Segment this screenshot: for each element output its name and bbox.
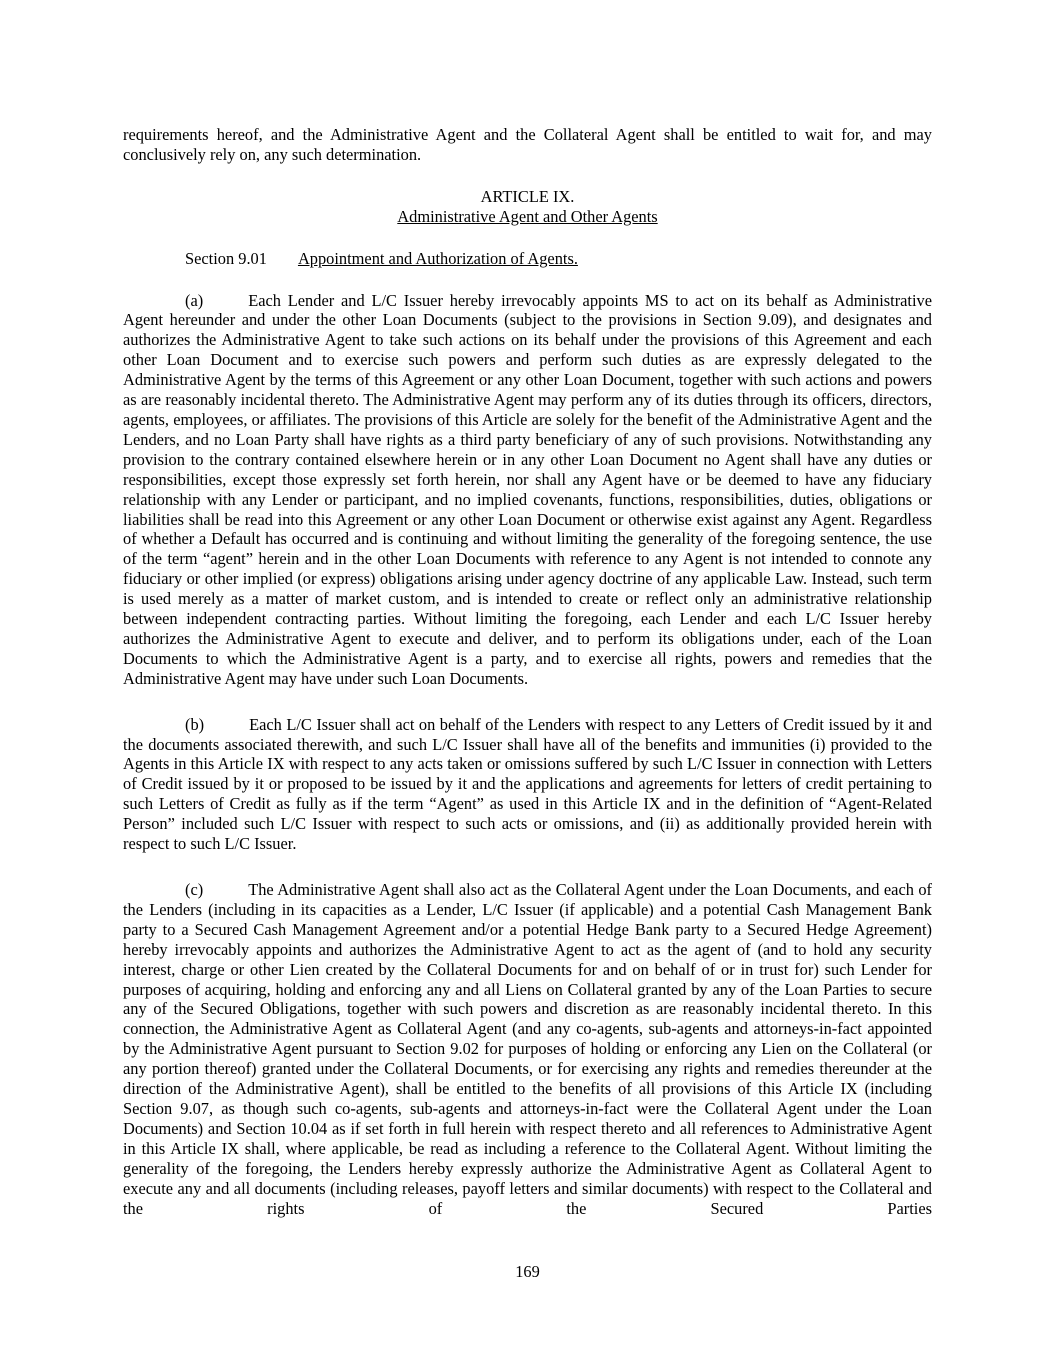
- paragraph-c-label: (c): [185, 880, 204, 899]
- document-content: [123, 125, 932, 1218]
- page-number: 169: [515, 1262, 540, 1281]
- paragraph-a: [123, 291, 932, 689]
- continuation-paragraph-text: requirements hereof, and the Administrative Agent and the Collateral Agent shall be entitled to wait for, and may conclusively rely on, any such determination.: [123, 125, 932, 164]
- continuation-paragraph: [123, 125, 932, 165]
- section-line: [123, 249, 932, 269]
- article-heading: ARTICLE IX.: [480, 186, 575, 206]
- paragraph-b-text: Each L/C Issuer shall act on behalf of the Lenders with respect to any Letters of Credit issued by it and the documents associated therewith, and such L/C Issuer shall have all of the benefits and immunities (i) provided to the Agents in this Article IX with respect to any acts taken or omissions suffered by such L/C Issuer in connection with Letters of Credit issued by it or proposed to be issued by it and the applications and agreements for letters of credit pertaining to such Letters of Credit as fully as if the term “Agent” as used in this Article IX and in the definition of “Agent-Related Person” included such L/C Issuer with respect to such acts or omissions, and (ii) as additionally provided herein with respect to such L/C Issuer.: [123, 714, 932, 854]
- paragraph-c: [123, 880, 932, 1218]
- article-subheading: Administrative Agent and Other Agents: [397, 206, 658, 226]
- paragraph-a-label: (a): [185, 290, 204, 310]
- paragraph-b: [123, 715, 932, 854]
- paragraph-a-text: Each Lender and L/C Issuer hereby irrevocably appoints MS to act on its behalf as Administrative Agent hereunder and under the other Loan Documents (subject to the provisions in Section 9.09), and designates and authorizes the Administrative Agent to take such actions on its behalf under the provisions of this Agreement and each other Loan Document and to exercise such powers and perform such duties as are expressly delegated to the Administrative Agent by the terms of this Agreement or any other Loan Document, together with such actions and powers as are reasonably incidental thereto. The Administrative Agent may perform any of its duties through its officers, directors, agents, employees, or affiliates. The provisions of this Article are solely for the benefit of the Administrative Agent and the Lenders, and no Loan Party shall have rights as a third party beneficiary of any of such provisions. Notwithstanding any provision to the contrary contained elsewhere herein or in any other Loan Document no Agent shall have any duties or responsibilities, except those expressly set forth herein, nor shall any Agent have or be deemed to have any fiduciary relationship with any Lender or participant, and no implied covenants, functions, responsibilities, duties, obligations or liabilities shall be read into this Agreement or any other Loan Document or otherwise exist against any Agent. Regardless of whether a Default has occurred and is continuing and without limiting the generality of the foregoing sentence, the use of the term “agent” herein and in the other Loan Documents with reference to any Agent is not intended to connote any fiduciary or other implied (or express) obligations arising under agency doctrine of any applicable Law. Instead, such term is used merely as a matter of market custom, and is intended to create or reflect only an administrative relationship between independent contracting parties. Without limiting the foregoing, each Lender and each L/C Issuer hereby authorizes the Administrative Agent to execute and deliver, and to perform its obligations under, each of the Loan Documents to which the Administrative Agent is a party, and to exercise all rights, powers and remedies that the Administrative Agent may have under such Loan Documents.: [123, 290, 932, 688]
- section-label: Section 9.01: [185, 248, 267, 268]
- section-title: Appointment and Authorization of Agents.: [297, 248, 578, 268]
- paragraph-b-label: (b): [185, 714, 205, 734]
- paragraph-c-text: The Administrative Agent shall also act as the Collateral Agent under the Loan Documents, and each of the Lenders (including in its capacities as a Lender, L/C Issuer (if applicable) and a potential Cash Management Bank party to a Secured Cash Management Agreement and/or a potential Hedge Bank party to a Secured Hedge Agreement) hereby irrevocably appoints and authorizes the Administrative Agent to act as the agent of (and to hold any security interest, charge or other Lien created by the Collateral Documents for and on behalf of or in trust for) such Lender for purposes of acquiring, holding and enforcing any and all Liens on Collateral granted by any of the Loan Parties to secure any of the Secured Obligations, together with such powers and discretion as are reasonably incidental thereto. In this connection, the Administrative Agent as Collateral Agent (and any co-agents, sub-agents and attorneys-in-fact appointed by the Administrative Agent pursuant to Section 9.02 for purposes of holding or enforcing any Lien on the Collateral (or any portion thereof) granted under the Collateral Documents, or for exercising any rights and remedies thereunder at the direction of the Administrative Agent), shall be entitled to the benefits of all provisions of this Article IX (including Section 9.07, as though such co-agents, sub-agents and attorneys-in-fact were the Collateral Agent under the Loan Documents) and Section 10.04 as if set forth in full herein with respect thereto and all references to Administrative Agent in this Article IX shall, where applicable, be read as including a reference to the Collateral Agent. Without limiting the generality of the foregoing, the Lenders hereby expressly authorize the Administrative Agent as Collateral Agent to execute any and all documents (including releases, payoff letters and similar documents) with respect to the Collateral and the rights of the Secured Parties: [123, 880, 932, 1218]
